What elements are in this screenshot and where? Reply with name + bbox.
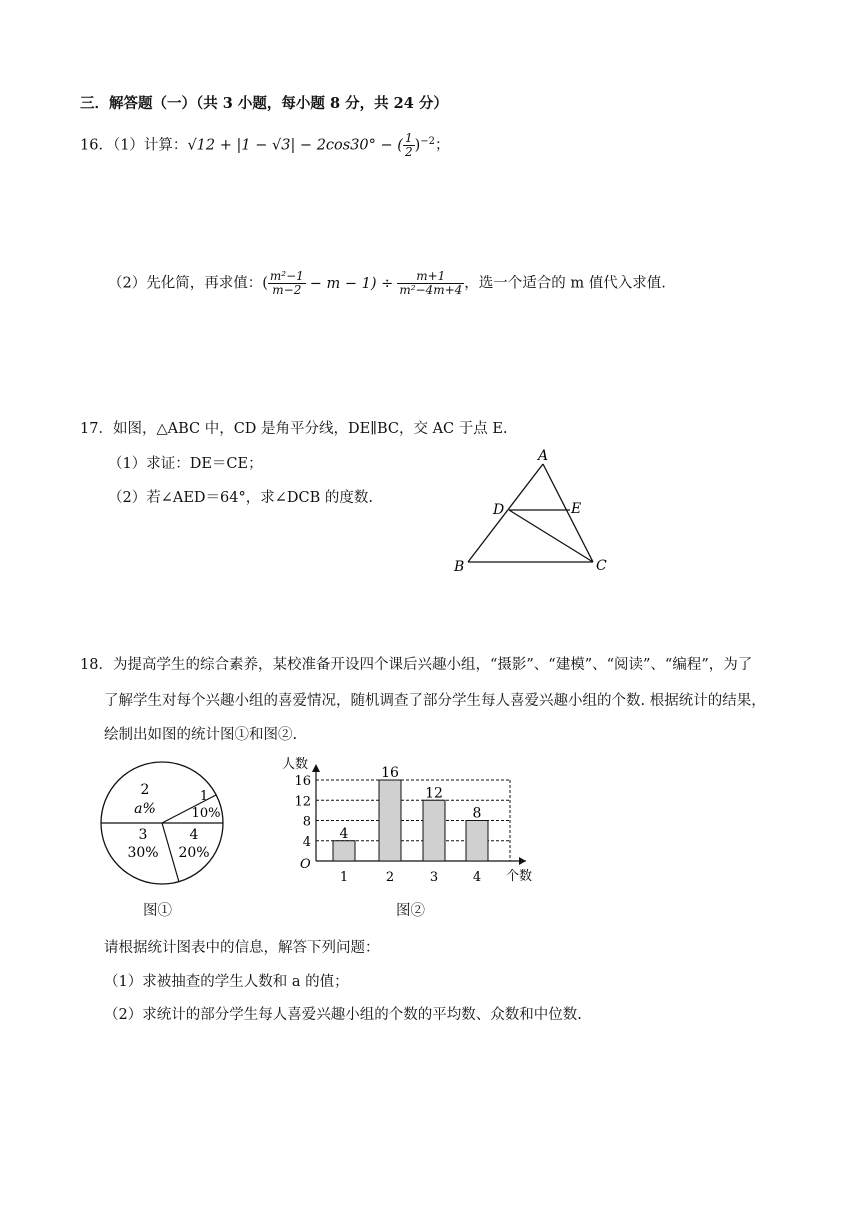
question-17-stem [80,417,508,438]
question-text: 为提高学生的综合素养，某校准备开设四个课后兴趣小组，“摄影”、“建模”、“阅读”、“编程”，为了 [112,657,753,673]
label-c: C [596,558,607,574]
math-expression: √12 + |1 − √3| − 2cos30° − ( [187,137,403,154]
section-title: 三．解答题（一）（共 3 小题，每小题 8 分，共 24 分） [80,95,448,112]
y-tick-label: 8 [302,814,311,830]
question-text: ，选一个适合的 m 值代入求值. [464,275,666,292]
pie-slice-label: 3 [138,827,148,843]
bar [379,780,401,861]
origin-label: O [300,857,311,872]
bar [333,841,355,861]
pie-chart [96,760,236,890]
punctuation: ； [435,137,450,154]
bar-chart [270,752,550,892]
segment-ac [543,464,593,562]
figure-2-caption: 图② [396,903,425,919]
question-number: 18． [80,657,113,673]
x-tick-label: 3 [429,870,439,885]
question-text: 如图，△ABC 中，CD 是角平分线，DE∥BC，交 AC 于点 E. [112,421,508,437]
pie-slice-value: 10% [191,806,221,821]
fraction: $\frac{\text{m²−1}}{m-2}$ [269,269,304,298]
question-number: 16． [80,137,113,154]
paren: ) [414,137,421,154]
bar [423,800,445,861]
part-label: （2）先化简，再求值：( [108,275,268,292]
segment-ab [468,464,543,562]
question-number: 17． [80,421,113,437]
pie-slice-label: 4 [189,827,199,843]
pie-slice-value: a% [134,801,156,817]
math-expression: − m − 1) ÷ [309,275,394,292]
bar-value-label: 16 [381,765,399,781]
figure-1-caption: 图① [143,903,172,919]
question-16-part-1 [80,132,450,159]
label-d: D [493,502,505,518]
question-18-part-2: （2）求统计的部分学生每人喜爱兴趣小组的个数的平均数、众数和中位数. [104,1007,582,1023]
x-tick-label: 1 [339,870,349,885]
label-b: B [454,559,465,575]
question-18-line-3: 绘制出如图的统计图①和图②. [104,727,298,743]
x-tick-label: 4 [472,870,482,885]
fraction: $\frac{1}{2}$ [404,131,413,160]
question-17-part-2: （2）若∠AED＝64°，求∠DCB 的度数. [108,490,373,506]
y-axis-label: 人数 [282,757,309,772]
part-label: （1）计算： [112,137,188,154]
y-tick-label: 12 [294,794,311,810]
exponent: −2 [420,135,435,147]
bar-value-label: 8 [472,805,482,822]
fraction: $\frac{m+1}{\text{m²−4m+4}}$ [399,269,463,298]
x-axis-label: 个数 [506,869,533,884]
bar-value-label: 12 [425,785,443,802]
y-tick-label: 16 [294,774,311,789]
y-axis-arrow [312,764,320,772]
bar [466,821,488,862]
question-18-line-2: 了解学生对每个兴趣小组的喜爱情况，随机调查了部分学生每人喜爱兴趣小组的个数. 根据统计的结果， [104,693,766,709]
x-axis-arrow [519,857,526,865]
question-17-part-1: （1）求证：DE＝CE； [108,456,263,472]
pie-slice-label: 1 [199,789,209,804]
x-tick-label: 2 [385,870,395,885]
question-16-part-2 [108,270,666,297]
triangle-figure [440,440,620,580]
pie-slice-value: 30% [127,845,159,861]
question-18-part-1: （1）求被抽查的学生人数和 a 的值； [104,974,349,990]
pie-divider-lower [162,823,179,882]
pie-slice-label: 2 [140,782,150,798]
bar-value-label: 4 [339,825,349,842]
label-a: A [538,448,549,464]
pie-slice-value: 20% [178,845,210,861]
label-e: E [571,501,582,517]
question-18-prompt: 请根据统计图表中的信息，解答下列问题： [104,940,380,956]
question-18-line-1 [80,653,752,674]
y-tick-label: 4 [302,834,311,850]
